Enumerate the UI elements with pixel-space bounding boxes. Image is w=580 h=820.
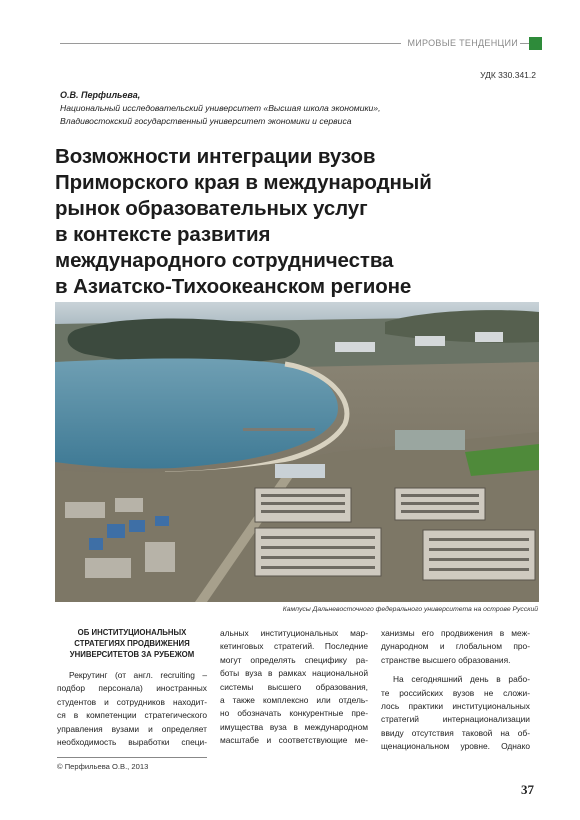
text-column-3 bbox=[381, 627, 530, 754]
author-block bbox=[60, 89, 530, 128]
title-line: в Азиатско-Тихоокеанском регионе bbox=[55, 275, 412, 298]
title-line: Возможности интеграции вузов bbox=[55, 145, 376, 168]
running-header bbox=[60, 37, 542, 50]
text-column-2 bbox=[220, 627, 368, 748]
article-title bbox=[55, 144, 535, 300]
title-line: рынок образовательных услуг bbox=[55, 197, 368, 220]
text-line: кетинговых стратегий. Последние bbox=[220, 641, 368, 652]
text-line: щенациональном уровне. Однако bbox=[381, 741, 530, 752]
subheading-line: ОБ ИНСТИТУЦИОНАЛЬНЫХ bbox=[77, 628, 187, 637]
text-line: те российских вузов не сложи- bbox=[381, 687, 530, 698]
text-line: На сегодняшний день в рабо- bbox=[393, 674, 530, 685]
title-line: Приморского края в международный bbox=[55, 171, 432, 194]
text-line: а также комплексно или отдель- bbox=[220, 695, 368, 706]
paragraph bbox=[57, 669, 207, 749]
udk-code: УДК 330.341.2 bbox=[480, 70, 536, 80]
text-line: управления вузами и определяет bbox=[57, 723, 207, 734]
text-line: студентов и сотрудников находит- bbox=[57, 696, 207, 707]
paragraph bbox=[381, 673, 530, 753]
text-line: имущества вуза в международном bbox=[220, 721, 368, 732]
title-line: в контексте развития bbox=[55, 223, 271, 246]
author-name: О.В. Перфильева, bbox=[60, 90, 141, 100]
text-line: но обозначать конкурентные пре- bbox=[220, 708, 368, 719]
affiliation: Национальный исследовательский университет «Высшая школа экономики», bbox=[60, 103, 381, 113]
title-line: международного сотрудничества bbox=[55, 249, 394, 272]
text-line: стратегий интернационализации bbox=[381, 714, 530, 725]
text-line: лось практики институциональных bbox=[381, 701, 530, 712]
paragraph bbox=[220, 627, 368, 748]
text-line: дународном и глобальном про- bbox=[381, 641, 530, 652]
affiliation: Владивостокский государственный университет экономики и сервиса bbox=[60, 116, 352, 126]
subheading-line: СТРАТЕГИЯХ ПРОДВИЖЕНИЯ bbox=[74, 639, 190, 648]
copyright-footnote: © Перфильева О.В., 2013 bbox=[57, 762, 149, 771]
text-line: системы высшего образования, bbox=[220, 681, 368, 692]
text-line: могут определять специфику ра- bbox=[220, 654, 368, 665]
footnote-rule bbox=[57, 757, 207, 758]
photo-caption: Кампусы Дальневосточного федерального университета на острове Русский bbox=[282, 606, 538, 613]
text-line: странстве высшего образования. bbox=[381, 654, 511, 665]
text-line: Рекрутинг (от англ. recruiting – bbox=[69, 670, 207, 680]
paragraph bbox=[381, 627, 530, 667]
text-line: необходимость выработки специ- bbox=[57, 737, 207, 748]
text-line: альных институциональных мар- bbox=[220, 628, 368, 638]
text-line: ся в компетенции стратегического bbox=[57, 710, 207, 721]
subheading-line: УНИВЕРСИТЕТОВ ЗА РУБЕЖОМ bbox=[69, 650, 195, 659]
text-line: ввиду отсутствия таковой на об- bbox=[381, 727, 530, 738]
campus-aerial-photo bbox=[55, 302, 539, 602]
text-line: боты вуза в рамках национальной bbox=[220, 668, 368, 679]
text-column-1 bbox=[57, 627, 207, 749]
page-number: 37 bbox=[521, 782, 534, 797]
section-label: МИРОВЫЕ ТЕНДЕНЦИИ bbox=[401, 37, 520, 50]
section-subheading bbox=[57, 627, 207, 660]
text-line: ханизмы его продвижения в меж- bbox=[381, 628, 530, 638]
text-line: масштабе и соответствующие ме- bbox=[220, 735, 368, 746]
section-marker-square bbox=[529, 37, 542, 50]
text-line: подбор персонала) иностранных bbox=[57, 683, 207, 694]
